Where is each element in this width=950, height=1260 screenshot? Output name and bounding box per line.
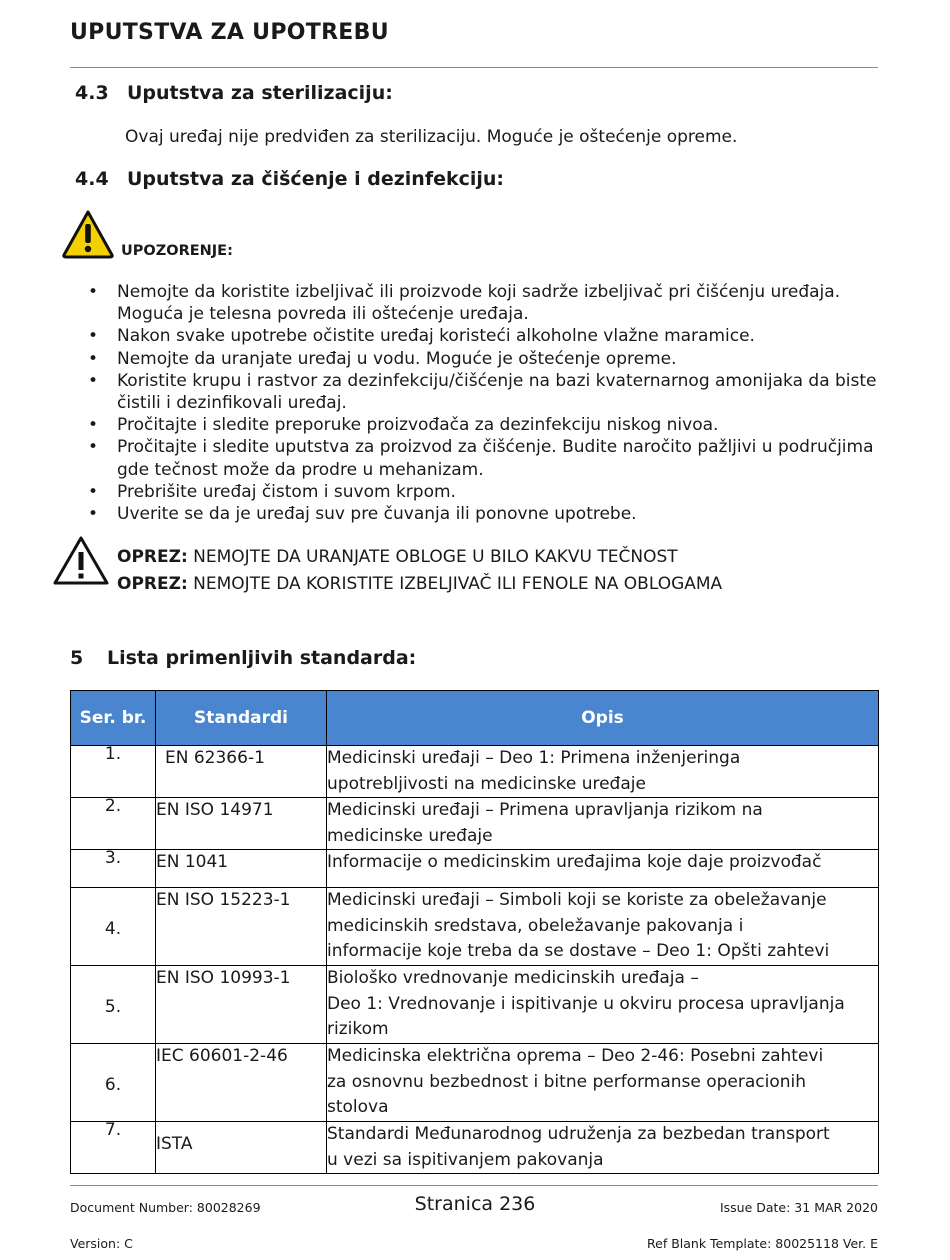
description-line: rizikom [327, 1019, 389, 1039]
table-row [71, 798, 879, 850]
description-line: medicinske uređaje [327, 825, 493, 846]
document-title: UPUTSTVA ZA UPOTREBU [70, 20, 389, 45]
list-item: • Pročitajte i sledite uputstva za proizvod za čišćenje. Budite naročito pažljivi u područjima gde tečnost može da prodre u mehanizam. [88, 436, 878, 480]
description-line: upotrebljivosti na medicinske uređaje [327, 773, 646, 794]
table-row [71, 1044, 879, 1122]
description-cell [327, 966, 879, 1044]
serial-cell: 4. [71, 888, 156, 966]
serial-cell: 2. [71, 798, 156, 850]
standard-cell: EN 62366-1 [156, 746, 327, 798]
standards-table [70, 690, 879, 1174]
table-row [71, 888, 879, 966]
serial-cell: 1. [71, 746, 156, 798]
description-cell [327, 1044, 879, 1122]
standard-cell: ISTA [156, 1122, 327, 1174]
description-cell [327, 798, 879, 850]
list-item: • Pročitajte i sledite preporuke proizvođača za dezinfekciju niskog nivoa. [88, 414, 878, 436]
table-row [71, 850, 879, 888]
caution-label: OPREZ [117, 547, 181, 567]
table-header-row [71, 691, 879, 746]
issue-date: Issue Date: 31 MAR 2020 [719, 1200, 878, 1215]
section-5-heading [70, 647, 416, 669]
table-row [71, 1122, 879, 1174]
description-line: informacije koje treba da se dostave – Deo 1: Opšti zahtevi [327, 941, 830, 961]
caution-label: OPREZ [117, 574, 181, 594]
section-4-4-heading [75, 168, 504, 190]
serial-cell: 7. [71, 1122, 156, 1174]
description-line: Deo 1: Vrednovanje i ispitivanje u okviru procesa upravljanja [327, 993, 845, 1014]
caution-text: NEMOJTE DA KORISTITE IZBELJIVAČ ILI FENOLE NA OBLOGAMA [193, 574, 723, 594]
section-number: 4.4 [75, 168, 109, 190]
caution-triangle-icon [52, 535, 110, 587]
description-cell [327, 746, 879, 798]
caution-text: NEMOJTE DA URANJATE OBLOGE U BILO KAKVU TEČNOST [193, 547, 678, 567]
cleaning-instructions-list [88, 281, 878, 525]
standard-cell: EN ISO 15223-1 [156, 888, 327, 966]
serial-cell: 5. [71, 966, 156, 1044]
description-cell [327, 1122, 879, 1174]
caution-line: OPREZ: NEMOJTE DA URANJATE OBLOGE U BILO KAKVU TEČNOST [117, 547, 678, 567]
section-4-3-heading [75, 82, 393, 104]
description-line: Biološko vrednovanje medicinskih uređaja – [327, 968, 699, 988]
section-title: Lista primenljivih standarda: [107, 647, 417, 669]
description-line: Medicinski uređaji – Primena upravljanja rizikom na [327, 800, 763, 820]
description-line: Medicinski uređaji – Deo 1: Primena inženjeringa [327, 748, 741, 768]
description-cell [327, 888, 879, 966]
page-number: Stranica 236 [414, 1193, 536, 1215]
standard-cell: EN ISO 14971 [156, 798, 327, 850]
standard-cell: EN 1041 [156, 850, 327, 888]
section-number: 5 [70, 647, 84, 669]
description-line: za osnovnu bezbednost i bitne performanse operacionih [327, 1071, 807, 1092]
description-cell [327, 850, 879, 888]
standard-cell: EN ISO 10993-1 [156, 966, 327, 1044]
description-line: medicinskih sredstava, obeležavanje pakovanja i [327, 915, 744, 936]
section-title: Uputstva za sterilizaciju: [127, 82, 393, 104]
description-line: Medicinski uređaji – Simboli koji se koriste za obeležavanje [327, 890, 827, 910]
list-item: • Prebrišite uređaj čistom i suvom krpom. [88, 481, 878, 503]
version: Version: C [70, 1236, 133, 1251]
description-line: stolova [327, 1097, 389, 1117]
ref-template: Ref Blank Template: 80025118 Ver. E [647, 1236, 878, 1251]
description-line: Medicinska električna oprema – Deo 2-46: Posebni zahtevi [327, 1046, 824, 1066]
column-header-standards: Standardi [156, 691, 327, 746]
warning-triangle-icon [61, 209, 115, 259]
warning-label: UPOZORENJE: [121, 243, 233, 259]
list-item: • Nemojte da koristite izbeljivač ili proizvode koji sadrže izbeljivač pri čišćenju uređaja. Moguća je telesna povreda ili oštećenje uređaja. [88, 281, 878, 325]
table-row [71, 746, 879, 798]
serial-cell: 3. [71, 850, 156, 888]
column-header-description: Opis [327, 691, 879, 746]
table-row [71, 966, 879, 1044]
description-line: Standardi Međunarodnog udruženja za bezbedan transport [327, 1124, 830, 1144]
list-item: • Uverite se da je uređaj suv pre čuvanja ili ponovne upotrebe. [88, 503, 878, 525]
caution-line: OPREZ: NEMOJTE DA KORISTITE IZBELJIVAČ ILI FENOLE NA OBLOGAMA [117, 574, 723, 594]
standard-cell: IEC 60601-2-46 [156, 1044, 327, 1122]
list-item: • Koristite krupu i rastvor za dezinfekciju/čišćenje na bazi kvaternarnog amonijaka da biste čistili i dezinfikovali uređaj. [88, 370, 878, 414]
column-header-serial: Ser. br. [71, 691, 156, 746]
list-item: • Nemojte da uranjate uređaj u vodu. Moguće je oštećenje opreme. [88, 348, 878, 370]
header-divider [70, 67, 878, 68]
description-line: u vezi sa ispitivanjem pakovanja [327, 1149, 604, 1170]
list-item: • Nakon svake upotrebe očistite uređaj koristeći alkoholne vlažne maramice. [88, 325, 878, 347]
section-title: Uputstva za čišćenje i dezinfekciju: [127, 168, 505, 190]
section-number: 4.3 [75, 82, 109, 104]
footer-divider [70, 1185, 878, 1186]
document-number: Document Number: 80028269 [70, 1200, 261, 1215]
serial-cell: 6. [71, 1044, 156, 1122]
sterilization-text: Ovaj uređaj nije predviđen za sterilizaciju. Moguće je oštećenje opreme. [125, 127, 738, 147]
description-line: Informacije o medicinskim uređajima koje daje proizvođač [327, 852, 822, 872]
